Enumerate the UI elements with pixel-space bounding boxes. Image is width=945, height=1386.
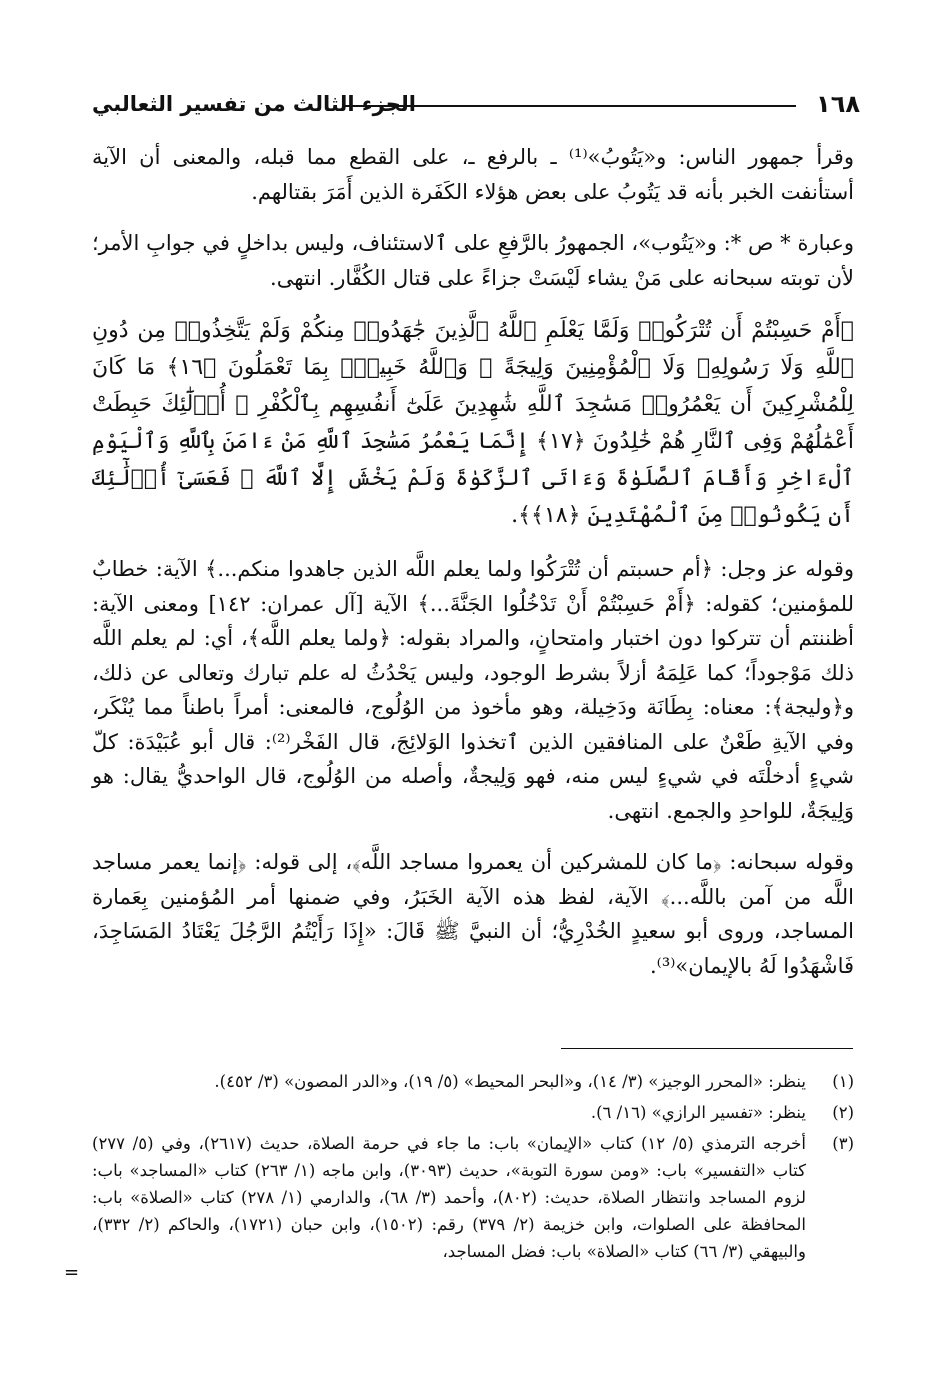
footnotes <box>92 1068 854 1269</box>
footnote-2 <box>92 1099 854 1126</box>
paragraph-commentary-masajid: وقوله سبحانه: ﴿ما كان للمشركين أن يعمروا مساجد اللَّه﴾، إلى قوله: ﴿إنما يعمر مساجد اللَّه من آمن باللَّه...﴾ الآية، لفظ هذه الآية الخَبَرُ، وفي ضمنها أمر المُؤمنين بِعَمارة المساجد، وروى أبو سعيدٍ الخُدْرِيُّ؛ أن النبيَّ ﷺ قَالَ: «إِذَا رَأَيْتُمُ الرَّجُلَ يَعْتَادُ المَسَاجِدَ، فَاشْهَدُوا لَهُ بالإيمان»⁽³⁾. <box>92 850 854 978</box>
running-title: الجزء الثالث من تفسير الثعالبي <box>92 92 416 116</box>
footnote-number: (١) <box>832 1072 854 1091</box>
footnote-1 <box>92 1068 854 1095</box>
page-number: ١٦٨ <box>816 90 860 118</box>
page-header <box>92 88 860 120</box>
paragraph-commentary-walija: وقوله عز وجل: ﴿أم حسبتم أن تُتْرَكُوا ولما يعلم اللَّه الذين جاهدوا منكم...﴾ الآية: خطابٌ للمؤمنين؛ كقوله: ﴿أَمْ حَسِبْتُمْ أَنْ تَدْخُلُوا الجَنَّةَ...﴾ الآية [آل عمران: ١٤٢] ومعنى الآية: أظننتم أن تتركوا دون اختبار وامتحانٍ، والمراد بقوله: ﴿ولما يعلم اللَّه﴾، أي: لم يعلم اللَّه ذلك مَوْجوداً؛ كما عَلِمَهُ أزلاً بشرط الوجود، وليس يَحْدُثُ له علم تبارك وتعالى عن ذلك، و﴿وليجة﴾: معناه: بِطَانَة ودَخِيلة، وهو مأخوذ من الوُلُوج، فالمعنى: أمراً باطناً مما يُنْكَر، وفي الآيةِ طَعْنٌ على المنافقين الذين ٱتخذوا الوَلائِجَ، قال الفَخْر⁽²⁾: قال أبو عُبَيْدَة: كلّ شيءٍ أدخلْتَه في شيءٍ ليس منه، فهو وَلِيجةٌ، وأصله من الوُلُوج، قال الواحديُّ يقال: هو وَلِيجَةٌ، للواحدِ والجمع. انتهى. <box>92 557 855 823</box>
footnote-number: (٣) <box>832 1134 854 1153</box>
footnote-number: (٢) <box>832 1103 854 1122</box>
paragraph-ibara: وعبارة * ص *: و«يَتُوب»، الجمهورُ بالرَّفعِ على ٱلاستئناف، وليس بداخلٍ في جوابِ الأمر؛ لأن توبته سبحانه على مَنْ يشاء لَيْسَتْ جزاءً على قتال الكُفَّار. انتهى. <box>92 231 854 290</box>
main-text <box>92 140 854 1000</box>
footnote-3 <box>92 1130 854 1265</box>
continuation-mark: = <box>64 1262 80 1283</box>
footnote-rule <box>561 1048 853 1049</box>
paragraph-qiraa: وقرأ جمهور الناس: و«يَتُوبُ»⁽¹⁾ ـ بالرفع ـ، على القطع مما قبله، والمعنى أن الآية أستأنفت الخبر بأنه قد يَتُوبُ على بعض هؤلاء الكَفَرة الذين أَمَرَ بقتالهم. <box>92 145 854 204</box>
footnote-text: ينظر: «تفسير الرازي» (١٦/ ٦). <box>590 1103 806 1122</box>
quran-verses: ﴿أَمْ حَسِبْتُمْ أَن تُتْرَكُوا۟ وَلَمَّا يَعْلَمِ ٱللَّهُ ٱلَّذِينَ جَٰهَدُوا۟ مِنكُمْ وَلَمْ يَتَّخِذُوا۟ مِن دُونِ ٱللَّهِ وَلَا رَسُولِهِۦ وَلَا ٱلْمُؤْمِنِينَ وَلِيجَةً ۚ وَٱللَّهُ خَبِيرٌۢ بِمَا تَعْمَلُونَ ﴿١٦﴾ مَا كَانَ لِلْمُشْرِكِينَ أَن يَعْمُرُوا۟ مَسَٰجِدَ ٱللَّهِ شَٰهِدِينَ عَلَىٰٓ أَنفُسِهِم بِٱلْكُفْرِ ۚ أُو۟لَٰٓئِكَ حَبِطَتْ أَعْمَٰلُهُمْ وَفِى ٱلنَّارِ هُمْ خَٰلِدُونَ ﴿١٧﴾ إِنَّمَا يَعْمُرُ مَسَٰجِدَ ٱللَّهِ مَنْ ءَامَنَ بِٱللَّهِ وَٱلْيَوْمِ ٱلْءَاخِرِ وَأَقَامَ ٱلصَّلَوٰةَ وَءَاتَى ٱلزَّكَوٰةَ وَلَمْ يَخْشَ إِلَّا ٱللَّهَ ۖ فَعَسَىٰٓ أُو۟لَٰٓئِكَ أَن يَكُونُوا۟ مِنَ ٱلْمُهْتَدِينَ ﴿١٨﴾﴾. <box>92 318 855 528</box>
footnote-text: أخرجه الترمذي (٥/ ١٢) كتاب «الإيمان» باب: ما جاء في حرمة الصلاة، حديث (٢٦١٧)، وفي (٥/ ٢٧٧) كتاب «التفسير» باب: «ومن سورة التوبة»، حديث (٣٠٩٣)، وابن ماجه (١/ ٢٦٣) كتاب «المساجد» باب: لزوم المساجد وانتظار الصلاة، حديث: (٨٠٢)، وأحمد (٣/ ٦٨)، والدارمي (١/ ٢٧٨) كتاب «الصلاة» باب: المحافظة على الصلوات، وابن خزيمة (٢/ ٣٧٩) رقم: (١٥٠٢)، وابن حبان (١٧٢١)، والحاكم (٢/ ٣٣٢)، والبيهقي (٣/ ٦٦) كتاب «الصلاة» باب: فضل المساجد، <box>92 1134 806 1261</box>
footnote-text: ينظر: «المحرر الوجيز» (٣/ ١٤)، و«البحر المحيط» (٥/ ١٩)، و«الدر المصون» (٣/ ٤٥٢). <box>214 1072 806 1091</box>
